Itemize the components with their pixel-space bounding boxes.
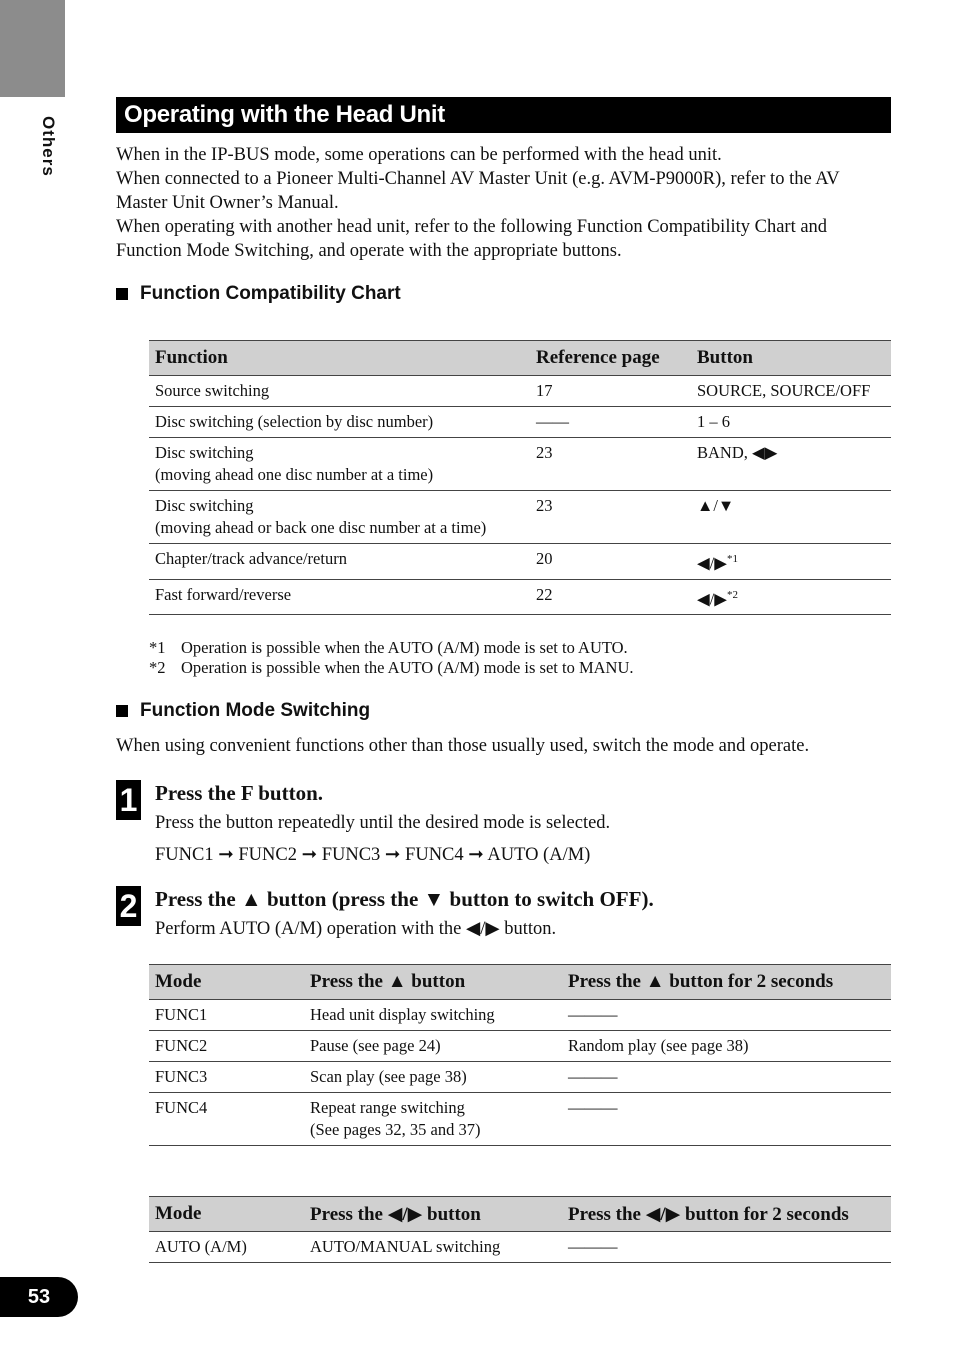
mode-switching-intro: When using convenient functions other than those usually used, switch the mode and operate. [116,736,810,756]
press-cell: AUTO/MANUAL switching [304,1232,562,1263]
step-body-sequence: FUNC1 ➞ FUNC2 ➞ FUNC3 ➞ FUNC4 ➞ AUTO (A/M) [155,845,591,865]
button-cell: SOURCE, SOURCE/OFF [691,376,891,407]
function-cell: Disc switching (moving ahead one disc number at a time) [149,438,530,491]
intro-text [116,143,891,263]
column-header: Press the ▲ button [304,965,562,1000]
table-header-row [149,965,891,1000]
table-row [149,1000,891,1031]
page-cell: —— [530,407,691,438]
table-row [149,579,891,615]
step-body: Perform AUTO (A/M) operation with the ◀/▶ button. [155,919,557,939]
page-title: Operating with the Head Unit [116,97,891,133]
step-title: Press the F button. [155,781,323,805]
function-mode-table [149,964,891,1146]
table-row [149,1062,891,1093]
button-cell: ▲/▼ [691,491,891,544]
column-header: Reference page [530,341,691,376]
square-bullet-icon [116,288,128,300]
step-1 [116,780,891,870]
function-cell: Fast forward/reverse [149,579,530,615]
hold-cell: ——— [562,1093,891,1146]
table-header-row [149,341,891,376]
hold-cell: Random play (see page 38) [562,1031,891,1062]
button-cell: ◀/▶$^{*2}$ [691,579,891,615]
step-number-badge: 1 [116,780,141,820]
page-cell: 22 [530,579,691,615]
page-cell: 23 [530,491,691,544]
page-content [116,97,891,1263]
press-cell: Scan play (see page 38) [304,1062,562,1093]
footnotes [149,638,891,678]
button-cell: BAND, ◀▶ [691,438,891,491]
step-2 [116,886,891,944]
step-body: Press the button repeatedly until the desired mode is selected. [155,813,611,833]
footnote: *1 Operation is possible when the AUTO (A/M) mode is set to AUTO. [149,638,628,657]
side-tab [0,0,65,97]
function-cell: Disc switching (selection by disc number) [149,407,530,438]
page-cell: 17 [530,376,691,407]
square-bullet-icon [116,705,128,717]
mode-cell: FUNC4 [149,1093,304,1146]
column-header: Mode [149,1197,304,1232]
auto-mode-table [149,1196,891,1263]
table-row [149,544,891,580]
mode-cell: FUNC1 [149,1000,304,1031]
page-number: 53 [0,1277,78,1317]
step-title: Press the ▲ button (press the ▼ button to switch OFF). [155,887,654,911]
hold-cell: ——— [562,1232,891,1263]
button-cell: ◀/▶$^{*1}$ [691,544,891,580]
column-header: Function [149,341,530,376]
table-header-row [149,1197,891,1232]
function-cell: Chapter/track advance/return [149,544,530,580]
table-row [149,438,891,491]
step-number-badge: 2 [116,886,141,926]
footnote-ref: *1 [726,553,738,565]
table-row [149,491,891,544]
column-header: Mode [149,965,304,1000]
table-row [149,1031,891,1062]
table-row [149,407,891,438]
column-header: Press the ◀/▶ button for 2 seconds [562,1197,891,1232]
button-cell: 1 – 6 [691,407,891,438]
mode-cell: AUTO (A/M) [149,1232,304,1263]
column-header: Press the ◀/▶ button [304,1197,562,1232]
press-cell: Pause (see page 24) [304,1031,562,1062]
section-heading-compatibility: Function Compatibility Chart [116,283,891,305]
intro-paragraph: When connected to a Pioneer Multi-Channel AV Master Unit (e.g. AVM-P9000R), refer to the AV Master Unit Owner’s Manual. [116,169,840,213]
function-cell: Source switching [149,376,530,407]
footnote-ref: *2 [726,588,738,601]
table-row [149,376,891,407]
page-cell: 20 [530,544,691,580]
press-cell: Repeat range switching (See pages 32, 35 and 37) [304,1093,562,1146]
mode-cell: FUNC3 [149,1062,304,1093]
hold-cell: ——— [562,1062,891,1093]
column-header: Press the ▲ button for 2 seconds [562,965,891,1000]
footnote: *2 Operation is possible when the AUTO (A/M) mode is set to MANU. [149,658,634,677]
press-cell: Head unit display switching [304,1000,562,1031]
table-row [149,1093,891,1146]
column-header: Button [691,341,891,376]
table-row [149,1232,891,1263]
mode-cell: FUNC2 [149,1031,304,1062]
function-cell: Disc switching (moving ahead or back one disc number at a time) [149,491,530,544]
section-heading-mode-switching: Function Mode Switching [116,700,891,722]
side-label: Others [39,116,58,177]
intro-paragraph: When in the IP-BUS mode, some operations can be performed with the head unit. [116,145,722,165]
intro-paragraph: When operating with another head unit, refer to the following Function Compatibility Chart and Function Mode Switching, and operate with the appropriate buttons. [116,217,828,261]
compatibility-table [149,340,891,615]
hold-cell: ——— [562,1000,891,1031]
page-cell: 23 [530,438,691,491]
